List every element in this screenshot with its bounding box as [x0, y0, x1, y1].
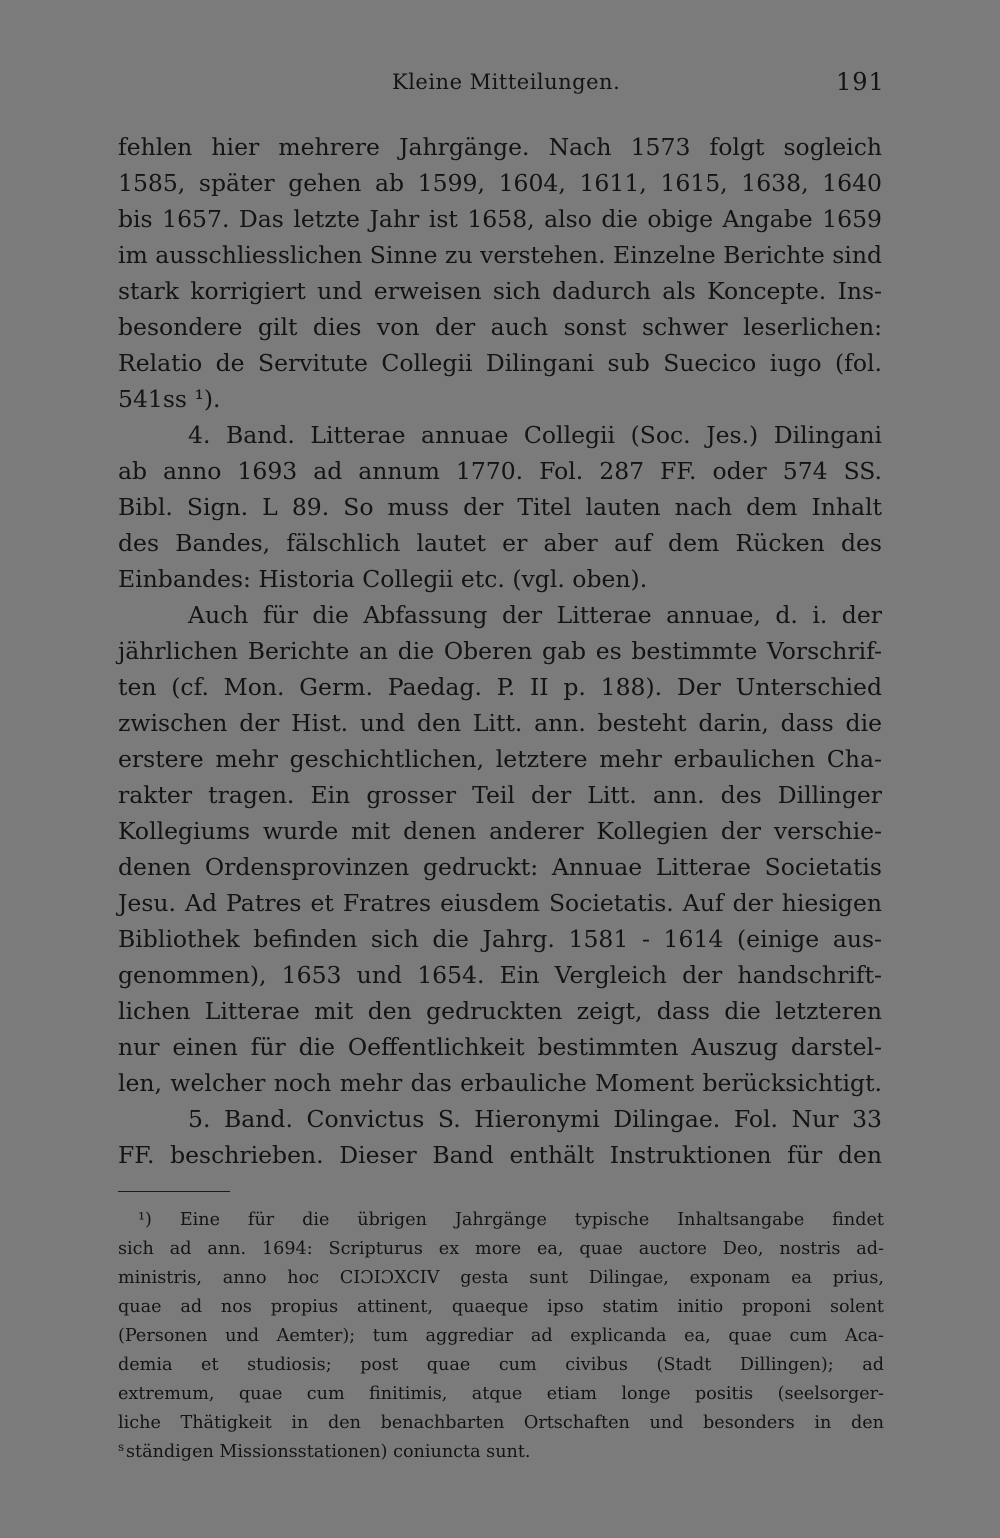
body-line: 1585, später gehen ab 1599, 1604, 1611, 1615, 1638, 1640: [118, 169, 882, 197]
body-line: im ausschliesslichen Sinne zu verstehen. Einzelne Berichte sind: [118, 241, 882, 269]
body-line: stark korrigiert und erweisen sich dadurch als Koncepte. Ins-: [118, 277, 882, 305]
body-line: Einbandes: Historia Collegii etc. (vgl. oben).: [118, 565, 648, 593]
body-line: nur einen für die Oeffentlichkeit bestimmten Auszug darstel-: [118, 1033, 882, 1061]
body-line: Bibl. Sign. L 89. So muss der Titel lauten nach dem Inhalt: [118, 493, 882, 521]
footnote-line: (Personen und Aemter); tum aggrediar ad explicanda ea, quae cum Aca-: [118, 1326, 884, 1346]
footnote-line: sich ad ann. 1694: Scripturus ex more ea, quae auctore Deo, nostris ad-: [118, 1239, 884, 1259]
body-line: besondere gilt dies von der auch sonst schwer leserlichen:: [118, 313, 882, 341]
footnote-line: demia et studiosis; post quae cum civibus (Stadt Dillingen); ad: [118, 1355, 884, 1375]
body-line: fehlen hier mehrere Jahrgänge. Nach 1573 folgt sogleich: [118, 133, 882, 161]
body-line: erstere mehr geschichtlichen, letztere mehr erbaulichen Cha-: [118, 745, 882, 773]
body-line: Relatio de Servitute Collegii Dilingani sub Suecico iugo (fol.: [118, 349, 882, 377]
body-line: 541ss ¹).: [118, 385, 221, 413]
body-line: 5. Band. Convictus S. Hieronymi Dilingae. Fol. Nur 33: [188, 1105, 882, 1133]
body-line: genommen), 1653 und 1654. Ein Vergleich der handschrift-: [118, 961, 882, 989]
body-line: jährlichen Berichte an die Oberen gab es bestimmte Vorschrif-: [118, 637, 882, 665]
footnote-line: ministris, anno hoc CIƆIƆXCIV gesta sunt Dilingae, exponam ea prius,: [118, 1268, 884, 1288]
body-line: Kollegiums wurde mit denen anderer Kollegien der verschie-: [118, 817, 882, 845]
page-number: 191: [836, 68, 885, 96]
footnote-line: ständigen Missionsstationen) coniuncta sunt.: [126, 1442, 531, 1462]
body-line: rakter tragen. Ein grosser Teil der Litt. ann. des Dillinger: [118, 781, 882, 809]
body-line: ten (cf. Mon. Germ. Paedag. P. II p. 188). Der Unterschied: [118, 673, 882, 701]
body-line: len, welcher noch mehr das erbauliche Moment berücksichtigt.: [118, 1069, 882, 1097]
footnote-line: liche Thätigkeit in den benachbarten Ortschaften und besonders in den: [118, 1413, 884, 1433]
footnote-stray-mark: s: [118, 1440, 125, 1454]
footnote-line: quae ad nos propius attinent, quaeque ipso statim initio proponi solent: [118, 1297, 884, 1317]
body-line: denen Ordensprovinzen gedruckt: Annuae Litterae Societatis: [118, 853, 882, 881]
body-line: Bibliothek befinden sich die Jahrg. 1581 - 1614 (einige aus-: [118, 925, 882, 953]
body-line: Auch für die Abfassung der Litterae annuae, d. i. der: [188, 601, 882, 629]
footnote-line: ¹) Eine für die übrigen Jahrgänge typische Inhaltsangabe findet: [138, 1210, 884, 1230]
body-line: zwischen der Hist. und den Litt. ann. besteht darin, dass die: [118, 709, 882, 737]
body-line: Jesu. Ad Patres et Fratres eiusdem Societatis. Auf der hiesigen: [118, 889, 882, 917]
body-line: FF. beschrieben. Dieser Band enthält Instruktionen für den: [118, 1141, 882, 1169]
running-header: Kleine Mitteilungen.: [392, 70, 621, 94]
body-line: des Bandes, fälschlich lautet er aber auf dem Rücken des: [118, 529, 882, 557]
body-line: lichen Litterae mit den gedruckten zeigt, dass die letzteren: [118, 997, 882, 1025]
body-line: ab anno 1693 ad annum 1770. Fol. 287 FF. oder 574 SS.: [118, 457, 882, 485]
body-line: bis 1657. Das letzte Jahr ist 1658, also die obige Angabe 1659: [118, 205, 882, 233]
footnote-separator: [118, 1191, 230, 1192]
footnote-line: extremum, quae cum finitimis, atque etiam longe positis (seelsorger-: [118, 1384, 884, 1404]
body-line: 4. Band. Litterae annuae Collegii (Soc. Jes.) Dilingani: [188, 421, 882, 449]
